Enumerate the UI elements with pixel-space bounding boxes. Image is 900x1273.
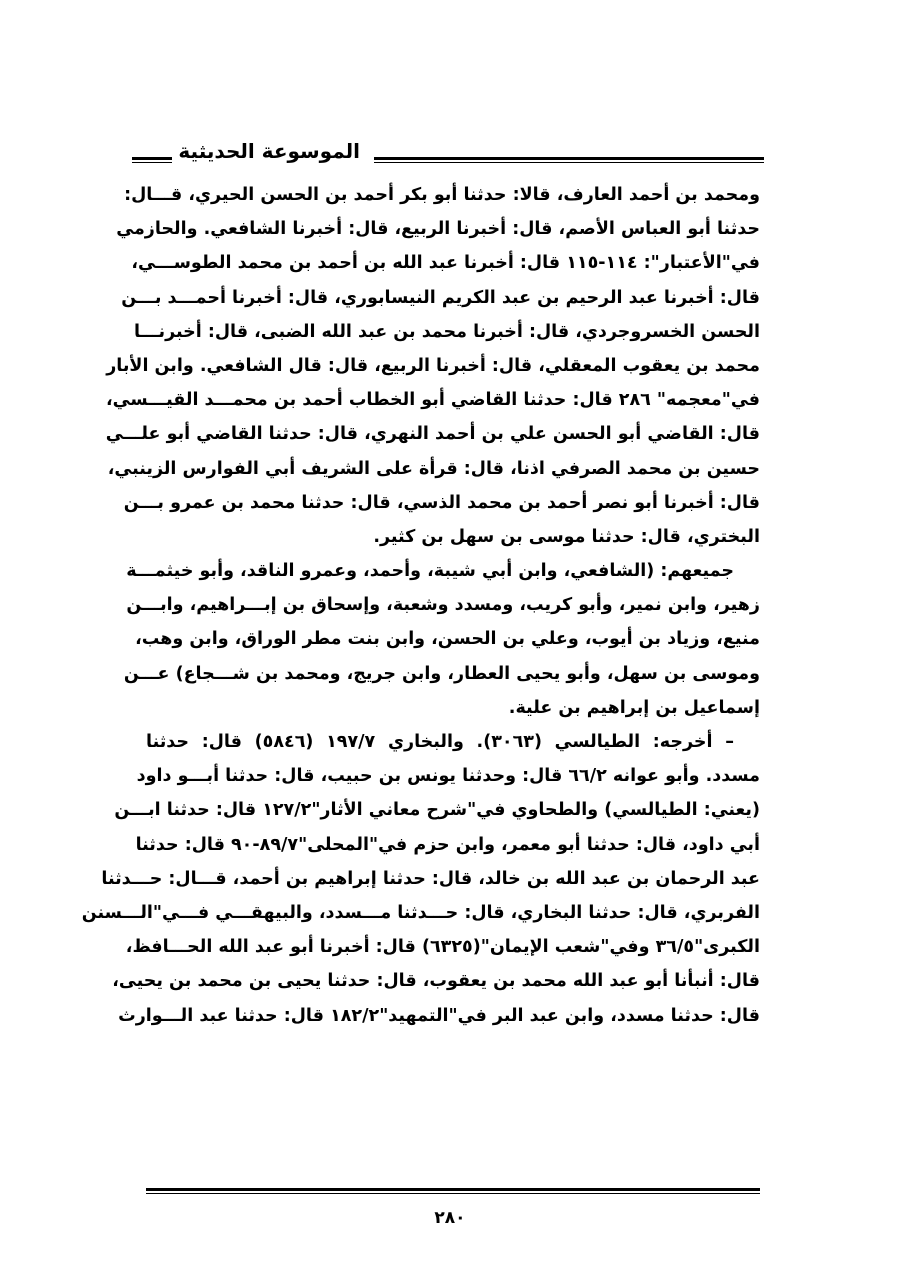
text-line: البختري، قال: حدثنا موسى بن سهل بن كثير. — [373, 526, 760, 547]
text-line: قال: أخبرنا عبد الرحيم بن عبد الكريم النيسابوري، قال: أخبرنا أحمـــد بـــن — [121, 287, 760, 308]
text-line: قال: القاضي أبو الحسن علي بن أحمد النهري، قال: حدثنا القاضي أبو علـــي — [105, 424, 760, 445]
page-title: الموسوعة الحديثية — [178, 139, 360, 163]
header-rule-left — [132, 157, 172, 163]
text-line: قال: أنبأنا أبو عبد الله محمد بن يعقوب، قال: حدثنا يحيى بن محمد بن يحيى، — [112, 971, 760, 992]
text-line: وموسى بن سهل، وأبو يحيى العطار، وابن جريج، ومحمد بن شـــجاع) عـــن — [123, 663, 760, 684]
text-line: قال: أخبرنا أبو نصر أحمد بن محمد الذسي، قال: حدثنا محمد بن عمرو بـــن — [123, 492, 760, 513]
text-line: جميعهم: (الشافعي، وابن أبي شيبة، وأحمد، وعمرو الناقد، وأبو خيثمـــة — [126, 561, 734, 582]
text-line: أبي داود، قال: حدثنا أبو معمر، وابن حزم في"المحلى"٨٩/٧-٩٠ قال: حدثنا — [135, 834, 760, 855]
text-line: الكبرى"٣٦/٥ وفي"شعب الإيمان"(٦٣٢٥) قال: أخبرنا أبو عبد الله الحـــافظ، — [125, 937, 760, 958]
text-line: زهير، وابن نمير، وأبو كريب، ومسدد وشعبة، وإسحاق بن إبـــراهيم، وابـــن — [126, 595, 760, 616]
text-line: ومحمد بن أحمد العارف، قالا: حدثنا أبو بكر أحمد بن الحسن الحيري، قـــال: — [124, 185, 760, 205]
text-line: حسين بن محمد الصرفي اذنا، قال: قرأة على الشريف أبي الفوارس الزينبي، — [107, 458, 760, 479]
text-line: في"معجمه" ٢٨٦ قال: حدثنا القاضي أبو الخطاب أحمد بن محمـــد القيـــسي، — [106, 390, 760, 411]
text-line: إسماعيل بن إبراهيم بن علية. — [508, 697, 760, 718]
text-line: منيع، وزياد بن أيوب، وعلي بن الحسن، وابن بنت مطر الوراق، وابن وهب، — [135, 629, 760, 650]
page-number: ٢٨٠ — [434, 1208, 466, 1228]
text-line: (يعني: الطيالسي) والطحاوي في"شرح معاني الأثار"١٢٧/٢ قال: حدثنا ابـــن — [114, 800, 760, 821]
text-line: قال: حدثنا مسدد، وابن عبد البر في"التمهيد"١٨٢/٢ قال: حدثنا عبد الـــوارث — [118, 1005, 760, 1026]
header-rule-right — [374, 157, 764, 163]
page-header — [132, 136, 764, 170]
footer-rule — [146, 1188, 760, 1194]
text-line: – أخرجه: الطيالسي (٣٠٦٣). والبخاري ١٩٧/٧ (٥٨٤٦) قال: حدثنا — [146, 732, 734, 752]
text-line: مسدد. وأبو عوانه ٦٦/٢ قال: وحدثنا يونس بن حبيب، قال: حدثنا أبـــو داود — [136, 766, 760, 787]
main-text — [81, 178, 760, 1033]
text-line: الفربري، قال: حدثنا البخاري، قال: حـــدثنا مـــسدد، والبيهقـــي فـــي"الـــسنن — [81, 902, 760, 923]
text-line: عبد الرحمان بن عبد الله بن خالد، قال: حدثنا إبراهيم بن أحمد، قـــال: حـــدثنا — [101, 868, 760, 889]
text-line: في"الأعتبار": ١١٤-١١٥ قال: أخبرنا عبد الله بن أحمد بن محمد الطوســـي، — [131, 253, 760, 274]
text-line: الحسن الخسروجردي، قال: أخبرنا محمد بن عبد الله الضبى، قال: أخبرنـــا — [134, 321, 760, 342]
text-line: حدثنا أبو العباس الأصم، قال: أخبرنا الربيع، قال: أخبرنا الشافعي. والحازمي — [116, 219, 760, 240]
text-line: محمد بن يعقوب المعقلي، قال: أخبرنا الربيع، قال: قال الشافعي. وابن الأبار — [106, 355, 760, 376]
